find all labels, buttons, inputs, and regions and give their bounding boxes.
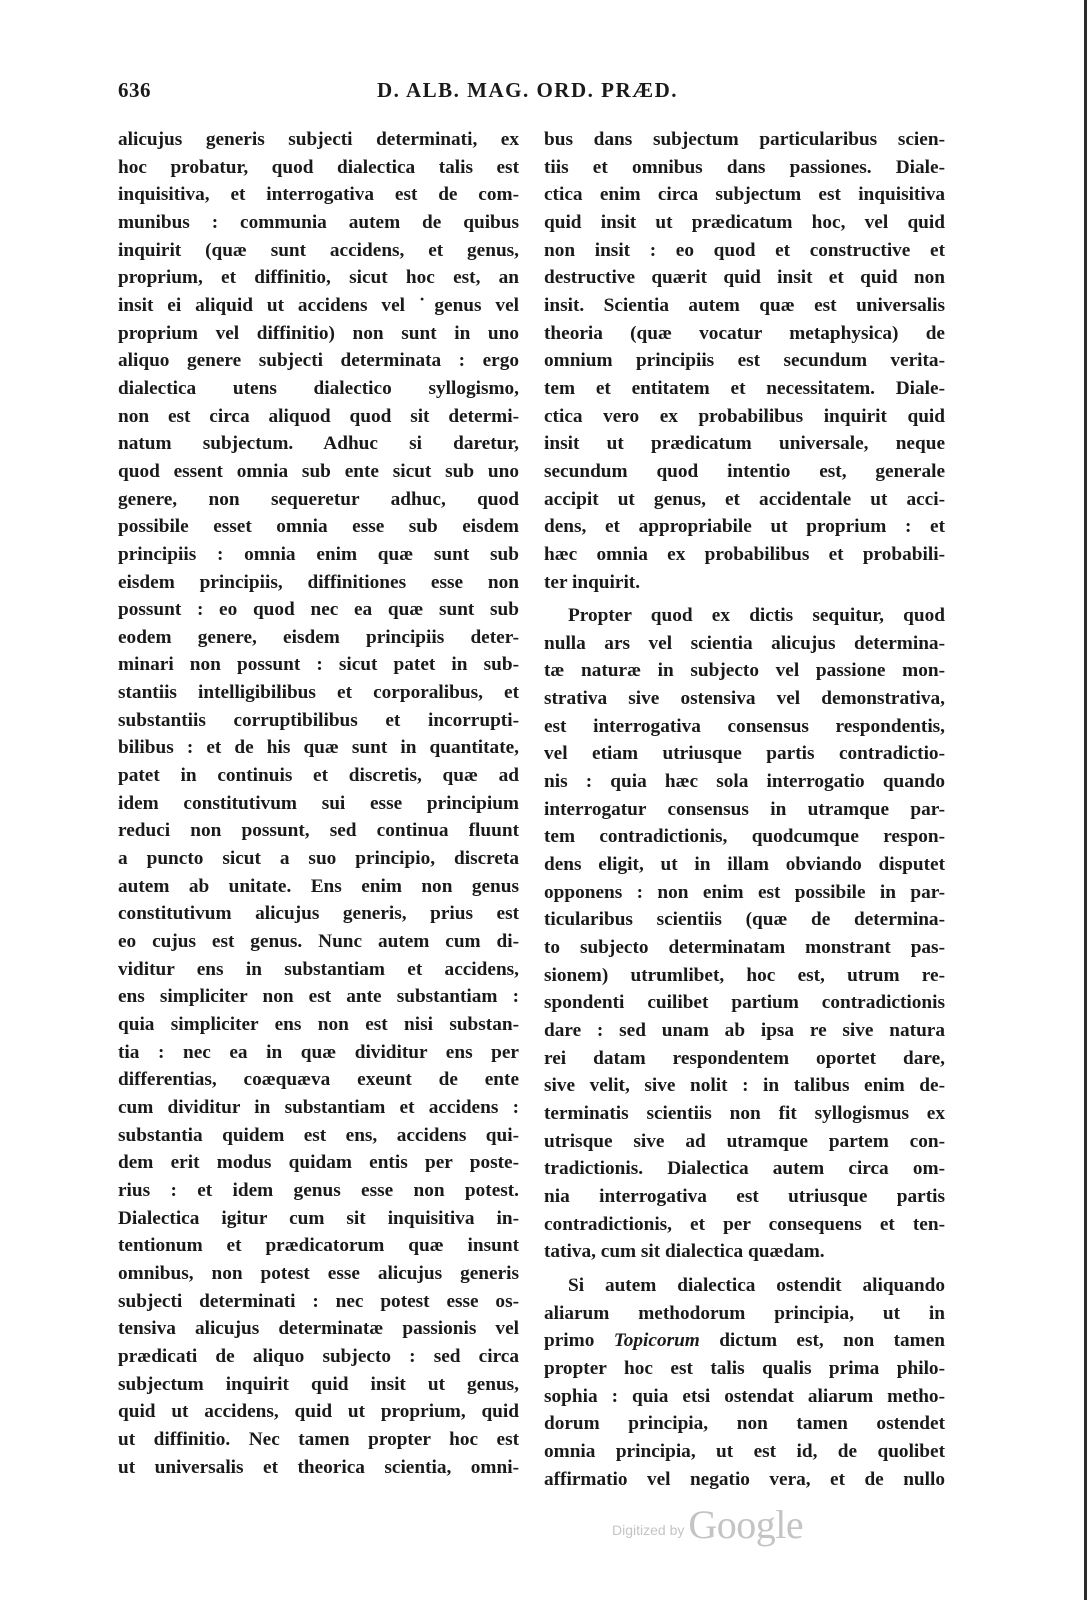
page-number: 636 xyxy=(118,78,151,102)
text-line: proprium vel diffinitio) non sunt in uno xyxy=(118,322,519,344)
text-line: munibus : communia autem de quibus xyxy=(118,211,519,233)
text-line: possunt : eo quod nec ea quæ sunt sub xyxy=(118,599,519,621)
text-line: ut diffinitio. Nec tamen propter hoc est xyxy=(118,1428,519,1450)
text-line: hoc probatur, quod dialectica talis est xyxy=(118,156,519,178)
text-line: dens eligit, ut in illam obviando disputet xyxy=(544,854,945,876)
text-line: quod essent omnia sub ente sicut sub uno xyxy=(118,460,519,482)
left-column xyxy=(118,126,519,1481)
text-line: tiis et omnibus dans passiones. Diale- xyxy=(544,156,945,178)
text-line: ens simpliciter non est ante substantiam : xyxy=(118,986,519,1008)
right-column xyxy=(544,126,945,1493)
text-line: aliarum methodorum principia, ut in xyxy=(544,1302,945,1324)
digitized-prefix: Digitized by xyxy=(612,1522,685,1538)
text-line: utrisque sive ad utramque partem con- xyxy=(544,1130,945,1152)
text-line: insit. Scientia autem quæ est universalis xyxy=(544,294,945,316)
text-line: eisdem principiis, diffinitiones esse non xyxy=(118,571,519,593)
text-line: alicujus generis subjecti determinati, ex xyxy=(118,129,519,150)
page-edge-rule xyxy=(1084,0,1087,1600)
running-title: D. ALB. MAG. ORD. PRÆD. xyxy=(376,78,679,102)
text-line: substantiis corruptibilibus et incorrupti- xyxy=(118,709,519,731)
google-logo: Google xyxy=(688,1502,804,1547)
text-line: tradictionis. Dialectica autem circa om- xyxy=(544,1158,945,1180)
text-line: tæ naturæ in subjecto vel passione mon- xyxy=(544,660,945,682)
text-line: bilibus : et de his quæ sunt in quantitate, xyxy=(118,737,519,759)
text-line: inquirit (quæ sunt accidens, et genus, xyxy=(118,239,519,261)
text-line: ctica enim circa subjectum est inquisitiva xyxy=(544,184,945,206)
text-line: tia : nec ea in quæ dividitur ens per xyxy=(118,1041,519,1063)
text-line: dare : sed unam ab ipsa re sive natura xyxy=(544,1020,945,1041)
text-line: tativa, cum sit dialectica quædam. xyxy=(544,1241,825,1263)
text-line: non insit : eo quod et constructive et xyxy=(544,239,945,261)
text-line: omnia principia, ut est id, de quolibet xyxy=(544,1440,945,1462)
text-line: theoria (quæ vocatur metaphysica) de xyxy=(544,322,945,344)
text-line: eodem genere, eisdem principiis deter- xyxy=(118,626,519,648)
text-line: tem contradictionis, quodcumque respon- xyxy=(544,826,945,848)
text-line: nia interrogativa est utriusque partis xyxy=(544,1185,945,1207)
text-line: insit ut prædicatum universale, neque xyxy=(544,433,945,455)
paragraph xyxy=(544,126,945,596)
paragraph xyxy=(544,1272,945,1493)
text-line: omnium principiis est secundum verita- xyxy=(544,350,945,372)
text-line: dem erit modus quidam entis per poste- xyxy=(118,1152,519,1174)
text-line: stantiis intelligibilibus et corporalibus, et xyxy=(118,682,519,704)
text-line: est interrogativa consensus respondentis, xyxy=(544,715,945,737)
text-line: eo cujus est genus. Nunc autem cum di- xyxy=(118,931,519,953)
text-line: sionem) utrumlibet, hoc est, utrum re- xyxy=(544,964,945,986)
text-line: primo Topicorum dictum est, non tamen xyxy=(544,1330,945,1352)
text-line: ter inquirit. xyxy=(544,571,641,593)
text-line: quid ut accidens, quid ut proprium, quid xyxy=(118,1401,519,1423)
text-line: interrogatur consensus in utramque par- xyxy=(544,798,945,820)
text-line: differentias, coæquæva exeunt de ente xyxy=(118,1069,519,1091)
text-line: non est circa aliquod quod sit determi- xyxy=(118,405,519,427)
text-line: propter hoc est talis qualis prima philo- xyxy=(544,1357,945,1379)
text-line: Propter quod ex dictis sequitur, quod xyxy=(568,605,945,627)
text-line: proprium, et diffinitio, sicut hoc est, an xyxy=(118,267,519,289)
text-line: inquisitiva, et interrogativa est de com- xyxy=(118,184,519,206)
text-line: subjecti determinati : nec potest esse os- xyxy=(118,1290,519,1312)
text-line: patet in continuis et discretis, quæ ad xyxy=(118,765,519,787)
text-line: dialectica utens dialectico syllogismo, xyxy=(118,377,519,399)
text-line: rei datam respondentem oportet dare, xyxy=(544,1047,945,1069)
text-line: dorum principia, non tamen ostendet xyxy=(544,1413,945,1435)
text-line: Dialectica igitur cum sit inquisitiva in- xyxy=(118,1207,519,1229)
text-line: possibile esset omnia esse sub eisdem xyxy=(118,516,519,538)
text-line: prædicati de aliquo subjecto : sed circa xyxy=(118,1345,519,1367)
text-line: rius : et idem genus esse non potest. xyxy=(118,1179,519,1201)
text-line: constitutivum alicujus generis, prius est xyxy=(118,903,519,925)
text-line: omnibus, non potest esse alicujus generis xyxy=(118,1262,519,1284)
text-line: tentionum et prædicatorum quæ insunt xyxy=(118,1235,519,1257)
digitized-watermark xyxy=(612,1500,803,1548)
text-line: spondenti cuilibet partium contradictionis xyxy=(544,992,945,1014)
text-line: principiis : omnia enim quæ sunt sub xyxy=(118,543,519,565)
text-line: vel etiam utriusque partis contradictio- xyxy=(544,743,945,765)
text-line: viditur ens in substantiam et accidens, xyxy=(118,958,519,980)
text-line: destructive quærit quid insit et quid non xyxy=(544,267,945,289)
text-line: strativa sive ostensiva vel demonstrativa, xyxy=(544,688,945,710)
text-line: insit ei aliquid ut accidens vel ˙genus vel xyxy=(118,294,519,316)
text-line: tensiva alicujus determinatæ passionis vel xyxy=(118,1318,519,1340)
text-line: quid insit ut prædicatum hoc, vel quid xyxy=(544,211,945,233)
text-line: sophia : quia etsi ostendat aliarum metho- xyxy=(544,1385,945,1407)
text-line: nis : quia hæc sola interrogatio quando xyxy=(544,771,945,793)
text-line: dens, et appropriabile ut proprium : et xyxy=(544,516,945,538)
text-line: ticularibus scientiis (quæ de determina- xyxy=(544,909,945,931)
text-line: hæc omnia ex probabilibus et probabili- xyxy=(544,543,945,565)
text-line: Si autem dialectica ostendit aliquando xyxy=(568,1274,945,1296)
text-line: substantia quidem est ens, accidens qui- xyxy=(118,1124,519,1146)
text-line: reduci non possunt, sed continua fluunt xyxy=(118,820,519,842)
text-line: to subjecto determinatam monstrant pas- xyxy=(544,937,945,959)
text-line: quia simpliciter ens non est nisi substan- xyxy=(118,1014,519,1035)
text-line: aliquo genere subjecti determinata : ergo xyxy=(118,350,519,372)
text-line: genere, non sequeretur adhuc, quod xyxy=(118,488,519,510)
text-line: sive velit, sive nolit : in talibus enim de- xyxy=(544,1075,945,1097)
text-line: nulla ars vel scientia alicujus determina- xyxy=(544,632,945,654)
text-line: idem constitutivum sui esse principium xyxy=(118,792,519,814)
text-line: affirmatio vel negatio vera, et de nullo xyxy=(544,1468,945,1490)
text-line: a puncto sicut a suo principio, discreta xyxy=(118,848,519,870)
text-line: cum dividitur in substantiam et accidens : xyxy=(118,1096,519,1118)
text-line: terminatis scientiis non fit syllogismus ex xyxy=(544,1102,945,1124)
text-line: bus dans subjectum particularibus scien- xyxy=(544,129,945,150)
text-line: accipit ut genus, et accidentale ut acci- xyxy=(544,488,945,510)
text-line: subjectum inquirit quid insit ut genus, xyxy=(118,1373,519,1395)
text-line: secundum quod intentio est, generale xyxy=(544,460,945,482)
text-line: opponens : non enim est possibile in par- xyxy=(544,881,945,903)
text-line: autem ab unitate. Ens enim non genus xyxy=(118,875,519,897)
text-line: contradictionis, et per consequens et ten- xyxy=(544,1213,945,1235)
paragraph xyxy=(544,602,945,1266)
work-title: Topicorum xyxy=(613,1330,700,1352)
text-line: tem et entitatem et necessitatem. Diale- xyxy=(544,377,945,399)
text-line: natum subjectum. Adhuc si daretur, xyxy=(118,433,519,455)
text-line: ut universalis et theorica scientia, omni- xyxy=(118,1456,519,1478)
text-line: ctica vero ex probabilibus inquirit quid xyxy=(544,405,945,427)
text-line: minari non possunt : sicut patet in sub- xyxy=(118,654,519,676)
